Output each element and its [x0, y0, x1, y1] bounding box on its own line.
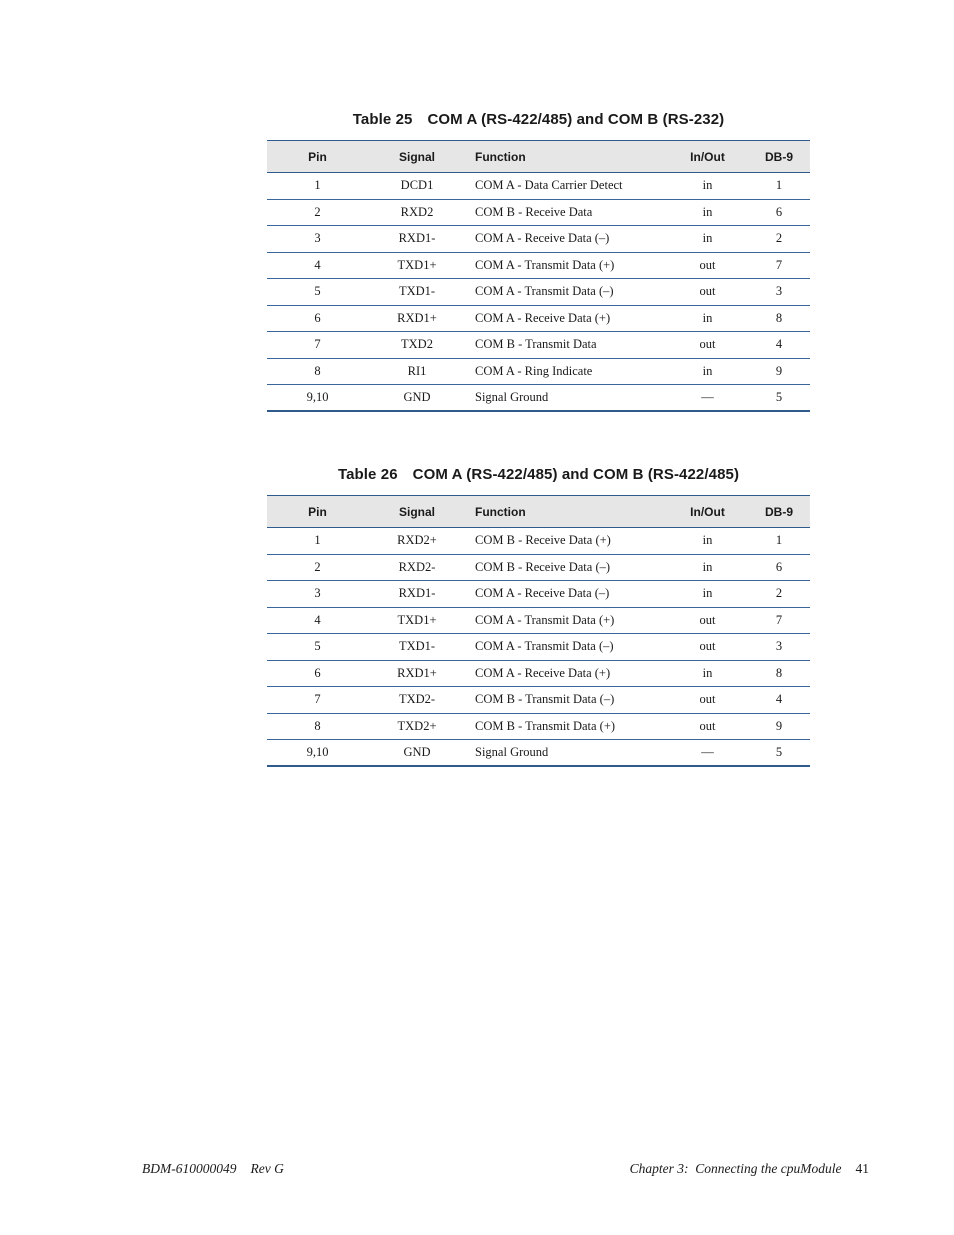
cell-in-out: in — [667, 660, 748, 687]
cell-signal: TXD1- — [368, 634, 466, 661]
table-row — [267, 660, 810, 687]
table-row — [267, 385, 810, 412]
cell-in-out: in — [667, 581, 748, 608]
cell-in-out: in — [667, 305, 748, 332]
table-row — [267, 252, 810, 279]
cell-db9: 4 — [748, 687, 810, 714]
cell-pin: 3 — [267, 226, 368, 253]
cell-pin: 5 — [267, 279, 368, 306]
table-25 — [267, 140, 810, 412]
cell-signal: RXD1+ — [368, 305, 466, 332]
table-row — [267, 358, 810, 385]
cell-signal: RXD1- — [368, 581, 466, 608]
cell-db9: 6 — [748, 199, 810, 226]
cell-pin: 3 — [267, 581, 368, 608]
table-row — [267, 713, 810, 740]
cell-signal: GND — [368, 385, 466, 412]
table-row — [267, 199, 810, 226]
cell-signal: TXD2- — [368, 687, 466, 714]
table-25-number: Table 25 — [352, 111, 413, 128]
cell-pin: 9,10 — [267, 385, 368, 412]
cell-in-out: out — [667, 607, 748, 634]
table-26 — [267, 495, 810, 767]
table-header-row — [267, 141, 810, 173]
cell-db9: 9 — [748, 713, 810, 740]
cell-signal: RXD2- — [368, 554, 466, 581]
cell-pin: 2 — [267, 199, 368, 226]
table-row — [267, 173, 810, 200]
cell-signal: TXD1- — [368, 279, 466, 306]
cell-function: COM A - Transmit Data (+) — [466, 252, 667, 279]
cell-db9: 7 — [748, 252, 810, 279]
cell-in-out: out — [667, 332, 748, 359]
cell-function: COM A - Receive Data (+) — [466, 660, 667, 687]
table-row — [267, 226, 810, 253]
header-in-out: In/Out — [667, 141, 748, 173]
cell-db9: 5 — [748, 740, 810, 767]
header-signal: Signal — [368, 141, 466, 173]
cell-signal: GND — [368, 740, 466, 767]
header-in-out: In/Out — [667, 496, 748, 528]
cell-function: COM A - Transmit Data (+) — [466, 607, 667, 634]
cell-db9: 6 — [748, 554, 810, 581]
cell-function: COM A - Transmit Data (–) — [466, 279, 667, 306]
table-row — [267, 687, 810, 714]
cell-db9: 7 — [748, 607, 810, 634]
cell-db9: 5 — [748, 385, 810, 412]
cell-signal: TXD2 — [368, 332, 466, 359]
cell-pin: 6 — [267, 305, 368, 332]
cell-function: COM A - Receive Data (–) — [466, 581, 667, 608]
cell-in-out: out — [667, 279, 748, 306]
table-26-caption — [267, 466, 810, 483]
cell-function: COM A - Ring Indicate — [466, 358, 667, 385]
cell-function: Signal Ground — [466, 385, 667, 412]
cell-in-out: — — [667, 385, 748, 412]
cell-signal: RXD1- — [368, 226, 466, 253]
cell-signal: RXD2+ — [368, 528, 466, 555]
cell-db9: 1 — [748, 173, 810, 200]
header-signal: Signal — [368, 496, 466, 528]
footer-chapter: Chapter 3: Connecting the cpuModule — [629, 1161, 842, 1176]
cell-db9: 8 — [748, 660, 810, 687]
table-26-title: COM A (RS-422/485) and COM B (RS-422/485) — [412, 466, 740, 483]
cell-pin: 7 — [267, 687, 368, 714]
cell-pin: 7 — [267, 332, 368, 359]
cell-in-out: in — [667, 173, 748, 200]
table-row — [267, 332, 810, 359]
table-25-title: COM A (RS-422/485) and COM B (RS-232) — [427, 111, 725, 128]
footer-right — [630, 1161, 869, 1177]
footer-revision: Rev G — [250, 1161, 284, 1176]
table-25-caption — [267, 111, 810, 128]
table-row — [267, 607, 810, 634]
footer-doc-id: BDM-610000049 — [142, 1161, 237, 1176]
cell-function: COM A - Data Carrier Detect — [466, 173, 667, 200]
cell-db9: 8 — [748, 305, 810, 332]
cell-in-out: in — [667, 554, 748, 581]
cell-pin: 4 — [267, 252, 368, 279]
footer-left — [142, 1161, 284, 1177]
cell-in-out: out — [667, 713, 748, 740]
cell-db9: 2 — [748, 226, 810, 253]
cell-signal: RXD1+ — [368, 660, 466, 687]
cell-db9: 3 — [748, 279, 810, 306]
cell-signal: TXD1+ — [368, 252, 466, 279]
cell-signal: RXD2 — [368, 199, 466, 226]
cell-pin: 8 — [267, 713, 368, 740]
header-function: Function — [466, 496, 667, 528]
cell-signal: TXD1+ — [368, 607, 466, 634]
cell-in-out: out — [667, 687, 748, 714]
table-row — [267, 740, 810, 767]
table-row — [267, 554, 810, 581]
cell-db9: 3 — [748, 634, 810, 661]
table-header-row — [267, 496, 810, 528]
cell-signal: DCD1 — [368, 173, 466, 200]
cell-db9: 4 — [748, 332, 810, 359]
cell-pin: 5 — [267, 634, 368, 661]
cell-db9: 1 — [748, 528, 810, 555]
header-db9: DB-9 — [748, 496, 810, 528]
cell-in-out: out — [667, 634, 748, 661]
cell-function: COM A - Transmit Data (–) — [466, 634, 667, 661]
cell-pin: 8 — [267, 358, 368, 385]
footer-page-number: 41 — [855, 1161, 869, 1176]
cell-pin: 1 — [267, 528, 368, 555]
table-row — [267, 581, 810, 608]
cell-function: Signal Ground — [466, 740, 667, 767]
cell-function: COM B - Receive Data (+) — [466, 528, 667, 555]
cell-pin: 1 — [267, 173, 368, 200]
cell-pin: 4 — [267, 607, 368, 634]
cell-signal: RI1 — [368, 358, 466, 385]
cell-db9: 9 — [748, 358, 810, 385]
cell-function: COM B - Receive Data (–) — [466, 554, 667, 581]
table-row — [267, 279, 810, 306]
cell-signal: TXD2+ — [368, 713, 466, 740]
cell-in-out: — — [667, 740, 748, 767]
cell-function: COM B - Receive Data — [466, 199, 667, 226]
table-26-number: Table 26 — [337, 466, 398, 483]
cell-in-out: out — [667, 252, 748, 279]
cell-db9: 2 — [748, 581, 810, 608]
header-pin: Pin — [267, 496, 368, 528]
table-row — [267, 305, 810, 332]
header-pin: Pin — [267, 141, 368, 173]
cell-in-out: in — [667, 358, 748, 385]
cell-pin: 6 — [267, 660, 368, 687]
header-function: Function — [466, 141, 667, 173]
cell-function: COM B - Transmit Data — [466, 332, 667, 359]
cell-function: COM B - Transmit Data (+) — [466, 713, 667, 740]
cell-function: COM A - Receive Data (–) — [466, 226, 667, 253]
cell-in-out: in — [667, 226, 748, 253]
cell-pin: 2 — [267, 554, 368, 581]
header-db9: DB-9 — [748, 141, 810, 173]
cell-pin: 9,10 — [267, 740, 368, 767]
table-row — [267, 528, 810, 555]
cell-function: COM A - Receive Data (+) — [466, 305, 667, 332]
cell-in-out: in — [667, 528, 748, 555]
cell-function: COM B - Transmit Data (–) — [466, 687, 667, 714]
cell-in-out: in — [667, 199, 748, 226]
table-row — [267, 634, 810, 661]
